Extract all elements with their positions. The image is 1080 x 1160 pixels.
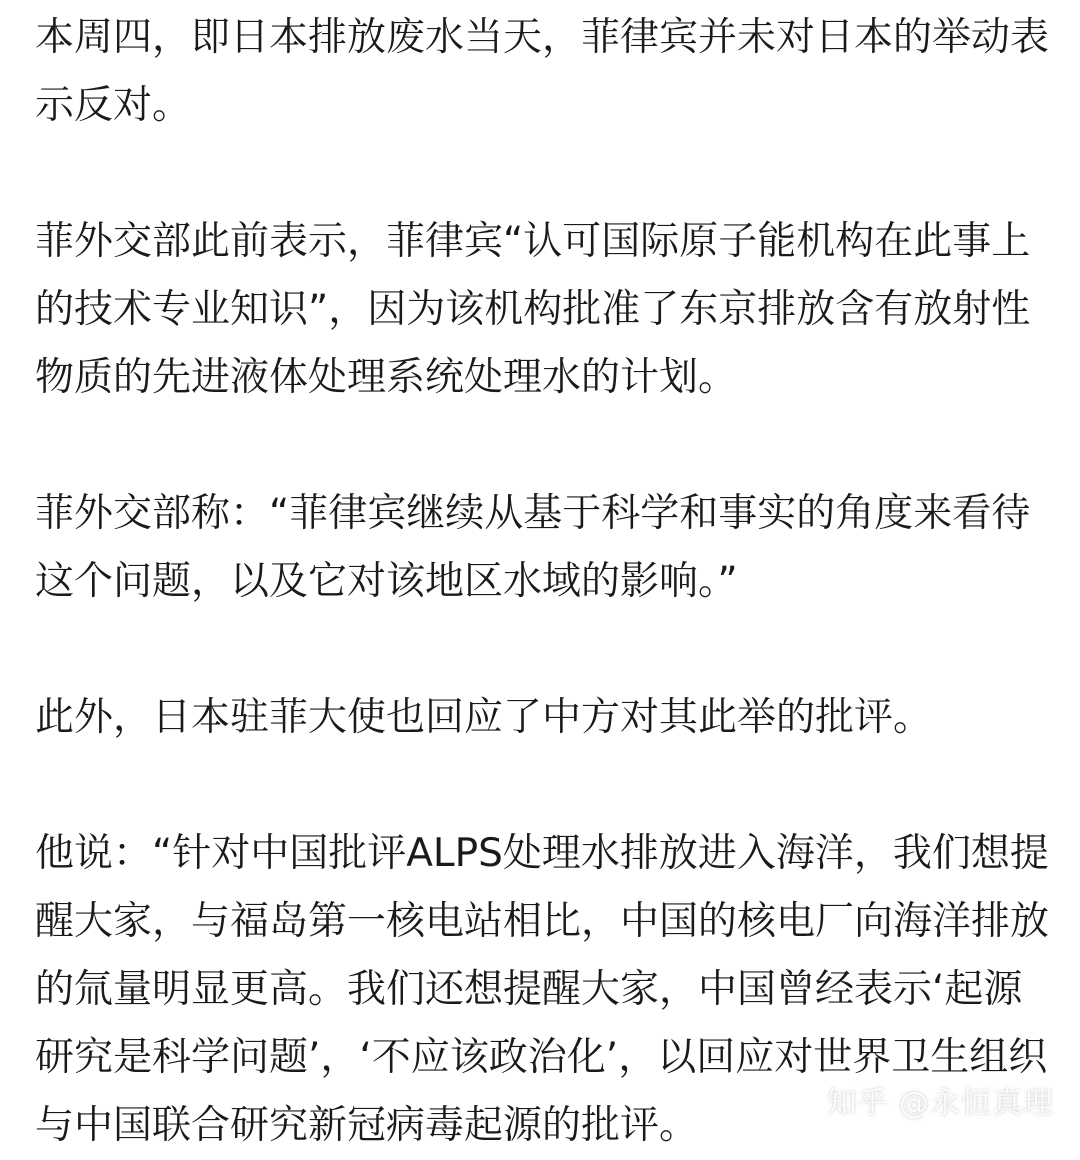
paragraph: 他说：“针对中国批评ALPS处理水排放进入海洋，我们想提醒大家，与福岛第一核电站相比，中国的核电厂向海洋排放的氚量明显更高。我们还想提醒大家，中国曾经表示‘起源研究是科学问题’，‘不应该政治化’，以回应对世界卫生组织与中国联合研究新冠病毒起源的批评。	[35, 831, 1050, 1148]
paragraph: 菲外交部此前表示，菲律宾“认可国际原子能机构在此事上的技术专业知识”，因为该机构批准了东京排放含有放射性物质的先进液体处理系统处理水的计划。	[35, 219, 1031, 400]
zhihu-watermark: 知乎 @永恒真理	[826, 1086, 1054, 1121]
paragraph: 本周四，即日本排放废水当天，菲律宾并未对日本的举动表示反对。	[35, 15, 1050, 128]
paragraph: 菲外交部称：“菲律宾继续从基于科学和事实的角度来看待这个问题，以及它对该地区水域的影响。”	[35, 491, 1031, 604]
paragraph: 此外，日本驻菲大使也回应了中方对其此举的批评。	[35, 695, 933, 740]
article-body	[35, 4, 1050, 1160]
